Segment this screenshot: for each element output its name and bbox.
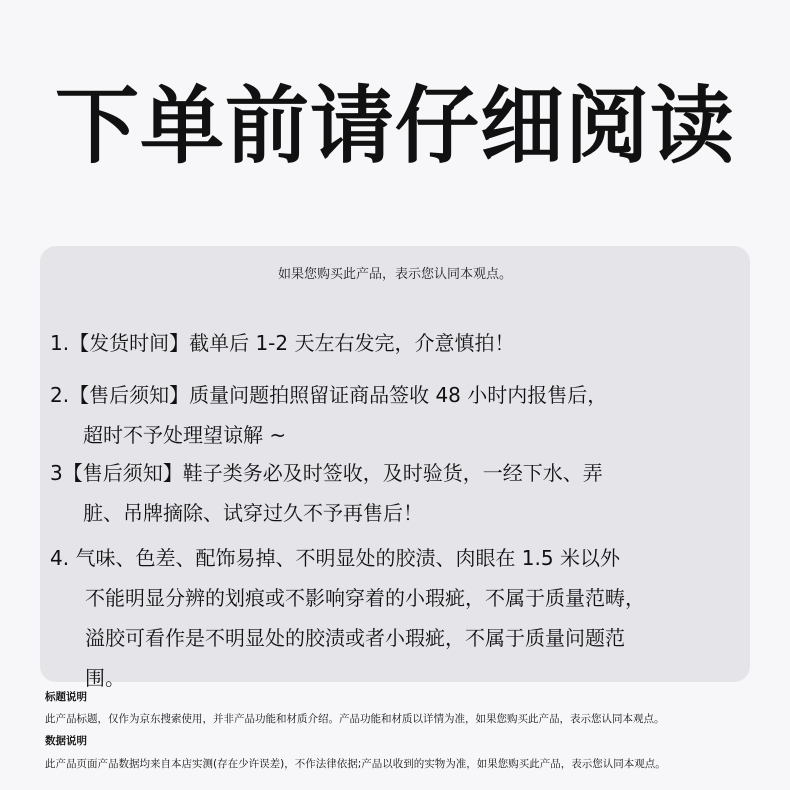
- notice-intro: 如果您购买此产品，表示您认同本观点。: [277, 267, 512, 282]
- notice-item-2-line-1: 2.【售后须知】质量问题拍照留证商品签收 48 小时内报售后，: [50, 383, 608, 407]
- page-title: 下单前请仔细阅读: [54, 77, 735, 175]
- notice-item-1: [50, 323, 514, 363]
- notice-item-4-line-3: 溢胶可看作是不明显处的胶渍或者小瑕疵，不属于质量问题范: [85, 626, 625, 650]
- notice-item-4-line-4: 围。: [85, 666, 125, 690]
- notice-item-2: [50, 375, 607, 455]
- notice-item-1-line-1: 1.【发货时间】截单后 1-2 天左右发完，介意慎拍！: [50, 331, 515, 355]
- notice-item-3: [50, 453, 603, 533]
- notice-item-4-line-1: 4. 气味、色差、配饰易掉、不明显处的胶渍、肉眼在 1.5 米以外: [50, 546, 620, 570]
- notice-item-3-line-1: 3【售后须知】鞋子类务必及时签收，及时验货，一经下水、弄: [50, 461, 603, 485]
- footer-title-heading: 标题说明: [45, 691, 87, 703]
- notice-item-4-line-2: 不能明显分辨的划痕或不影响穿着的小瑕疵，不属于质量范畴，: [85, 586, 645, 610]
- notice-card: [40, 246, 750, 690]
- notice-item-2-line-2: 超时不予处理望谅解 ~: [83, 423, 287, 447]
- notice-item-4: [50, 538, 645, 698]
- footer-title-text: 此产品标题，仅作为京东搜索使用，并非产品功能和材质介绍。产品功能和材质以详情为准，如果您购买此产品，表示您认同本观点。: [45, 713, 665, 725]
- footer-data-heading: 数据说明: [45, 735, 87, 747]
- notice-item-3-line-2: 脏、吊牌摘除、试穿过久不予再售后！: [83, 501, 423, 525]
- footer-data-text: 此产品页面产品数据均来自本店实测(存在少许误差)，不作法律依据;产品以收到的实物为准，如果您购买此产品，表示您认同本观点。: [45, 758, 666, 770]
